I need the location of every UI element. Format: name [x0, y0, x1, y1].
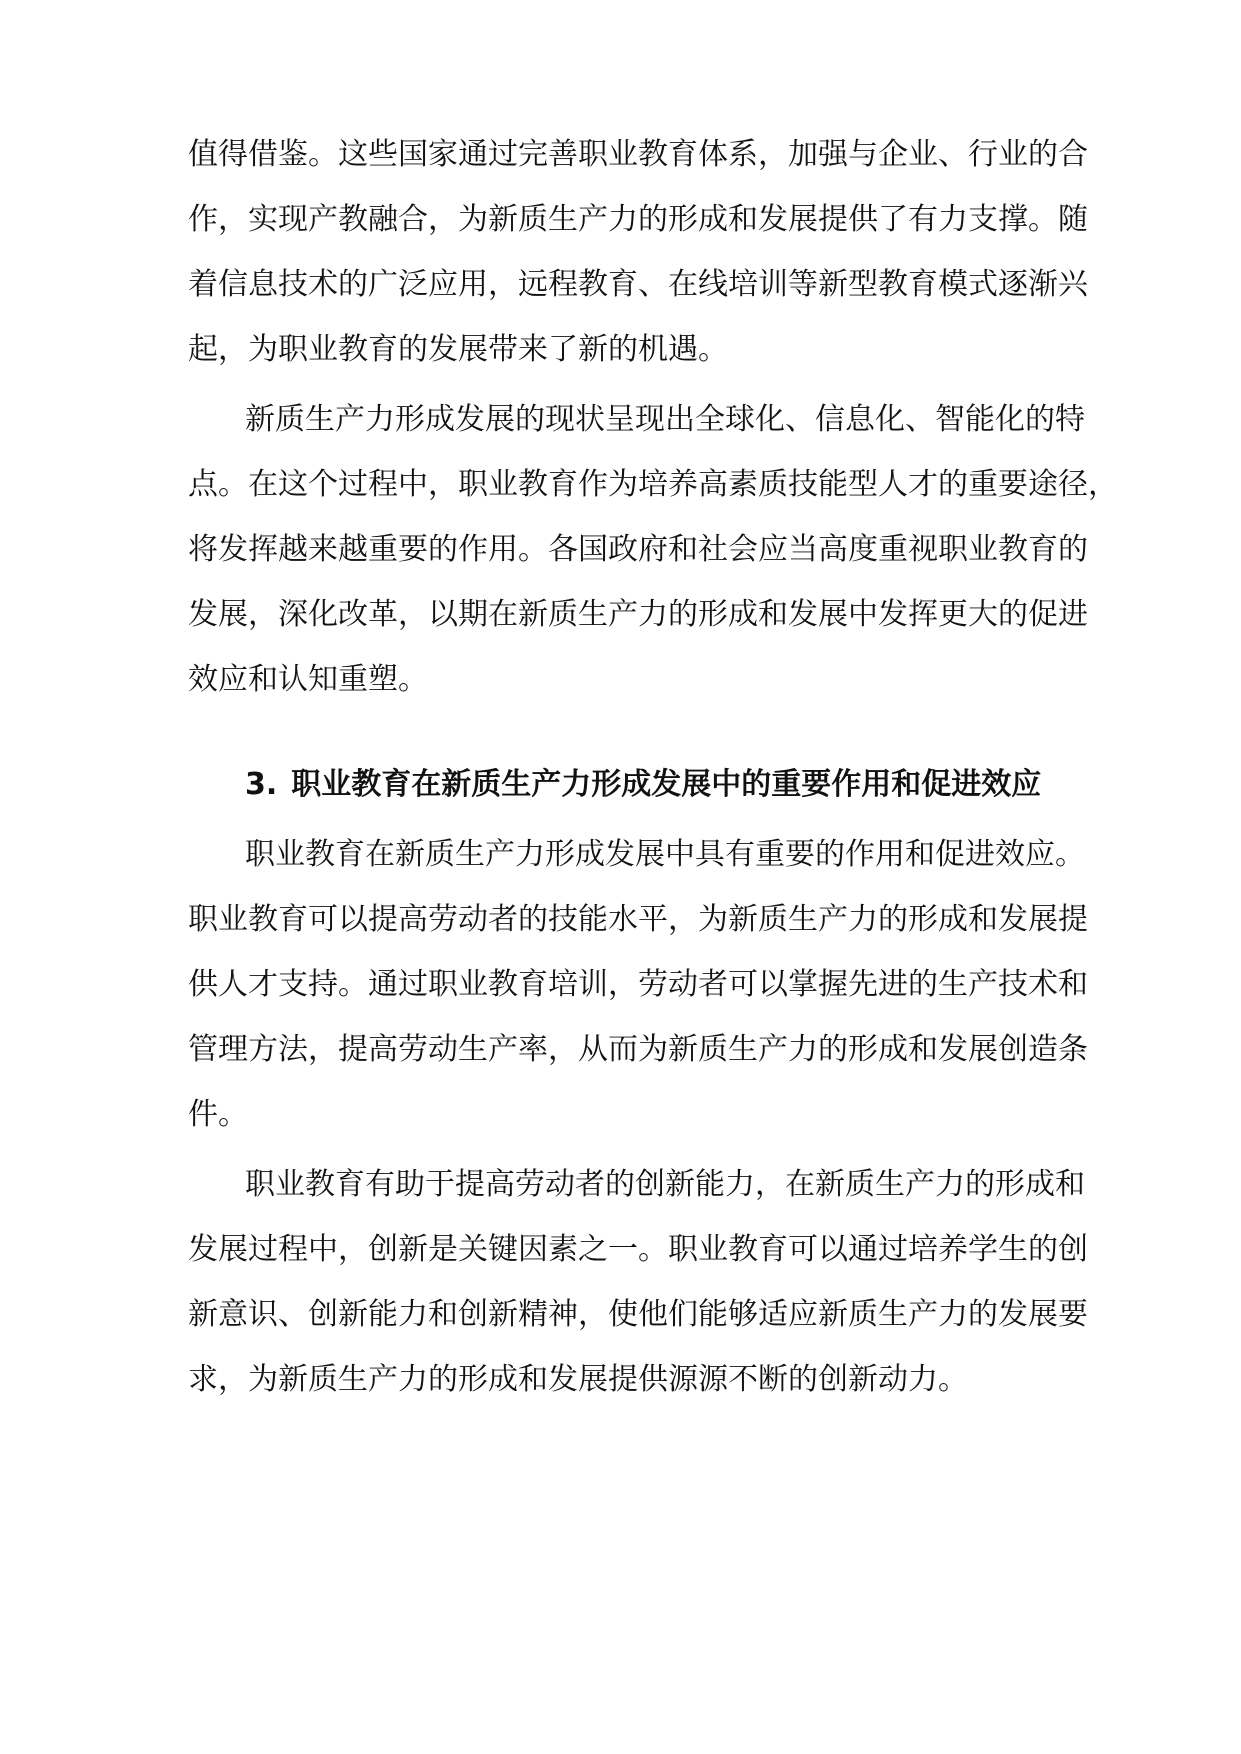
paragraph-line: 将发挥越来越重要的作用。各国政府和社会应当高度重视职业教育的 [188, 532, 1088, 567]
paragraph-line: 值得借鉴。这些国家通过完善职业教育体系，加强与企业、行业的合 [188, 137, 1088, 172]
paragraph-line: 职业教育在新质生产力形成发展中具有重要的作用和促进效应。 [245, 837, 1085, 872]
paragraph-line: 职业教育有助于提高劳动者的创新能力，在新质生产力的形成和 [245, 1167, 1085, 1202]
paragraph-line: 新质生产力形成发展的现状呈现出全球化、信息化、智能化的特 [245, 402, 1085, 437]
paragraph-line: 职业教育可以提高劳动者的技能水平，为新质生产力的形成和发展提 [188, 902, 1088, 937]
section-heading [245, 765, 1041, 805]
paragraph-line: 发展过程中，创新是关键因素之一。职业教育可以通过培养学生的创 [188, 1232, 1088, 1267]
paragraph-line: 管理方法，提高劳动生产率，从而为新质生产力的形成和发展创造条 [188, 1032, 1088, 1067]
paragraph-line: 发展，深化改革，以期在新质生产力的形成和发展中发挥更大的促进 [188, 597, 1088, 632]
paragraph-line: 供人才支持。通过职业教育培训，劳动者可以掌握先进的生产技术和 [188, 967, 1088, 1002]
paragraph-line: 件。 [188, 1097, 248, 1132]
section-title: 职业教育在新质生产力形成发展中的重要作用和促进效应 [291, 767, 1042, 802]
paragraph-line: 效应和认知重塑。 [188, 662, 428, 697]
paragraph-line: 求，为新质生产力的形成和发展提供源源不断的创新动力。 [188, 1362, 968, 1397]
paragraph-line: 作，实现产教融合，为新质生产力的形成和发展提供了有力支撑。随 [188, 202, 1088, 237]
paragraph-line: 点。在这个过程中，职业教育作为培养高素质技能型人才的重要途径， [188, 467, 1118, 502]
paragraph-line: 着信息技术的广泛应用，远程教育、在线培训等新型教育模式逐渐兴 [188, 267, 1088, 302]
paragraph-line: 新意识、创新能力和创新精神，使他们能够适应新质生产力的发展要 [188, 1297, 1088, 1332]
paragraph-line: 起，为职业教育的发展带来了新的机遇。 [188, 332, 728, 367]
section-number: 3. [245, 767, 278, 802]
